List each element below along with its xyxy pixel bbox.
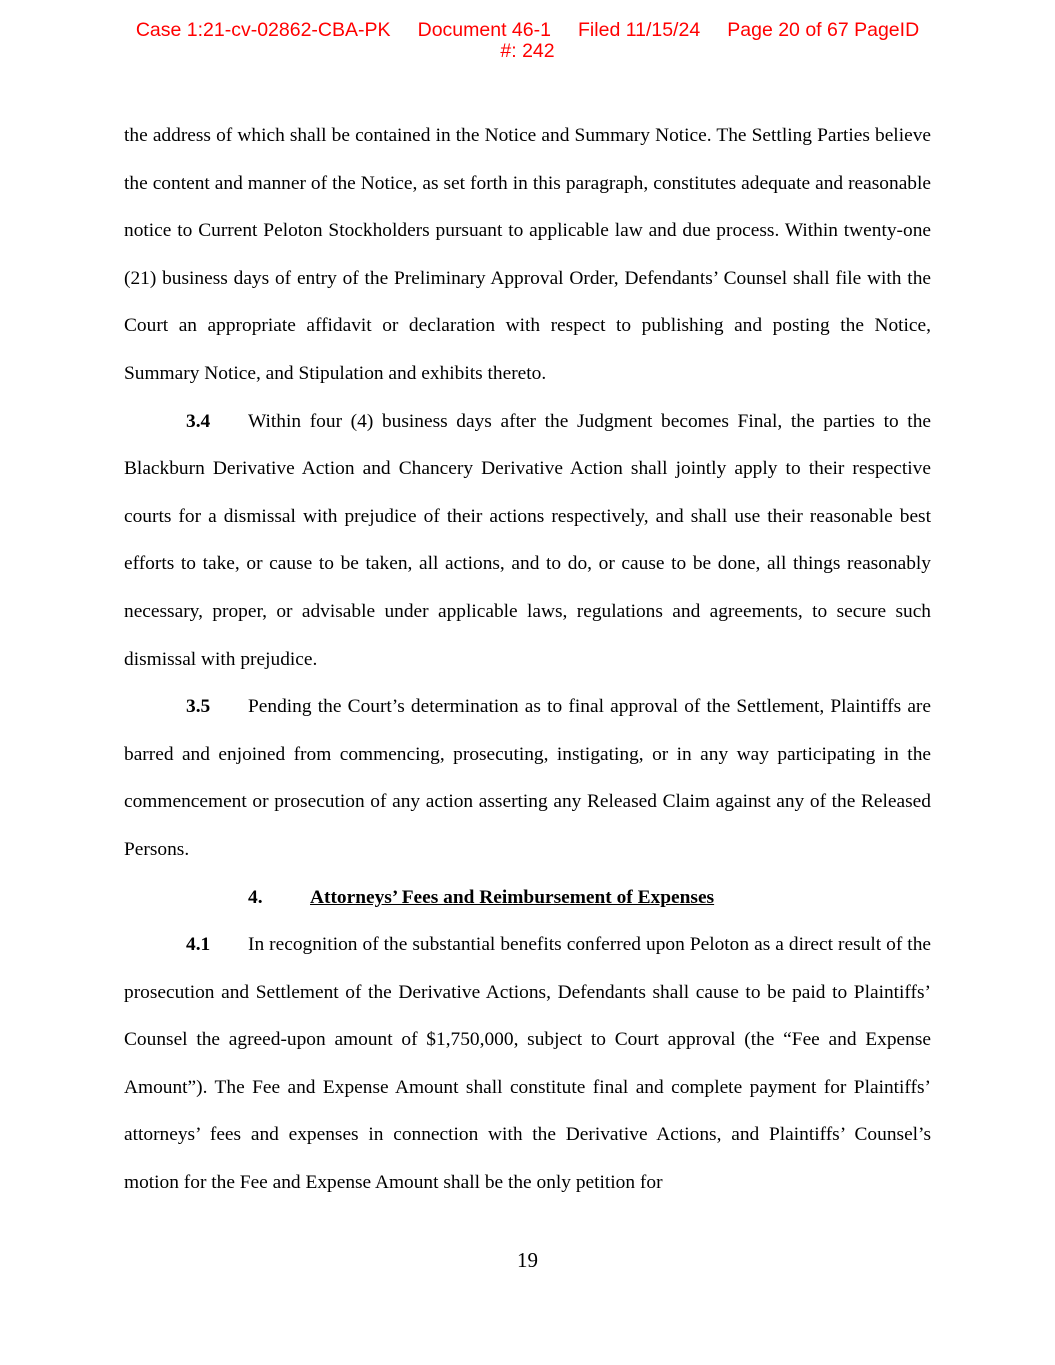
- paragraph-continuation-text: the address of which shall be contained in the Notice and Summary Notice. The Settling Parties believe the content and manner of the Notice, as set forth in this paragraph, constitutes adequate and reasonable notice to Current Peloton Stockholders pursuant to applicable law and due process. Within twenty-one (21) business days of entry of the Preliminary Approval Order, Defendants’ Counsel shall file with the Court an appropriate affidavit or declaration with respect to publishing and posting the Notice, Summary Notice, and Stipulation and exhibits thereto.: [124, 125, 931, 384]
- section-4-heading: [124, 874, 931, 922]
- section-4-heading-number: 4.: [248, 886, 263, 908]
- filing-stamp-line-2: #: 242: [500, 40, 555, 62]
- section-4-1-text: In recognition of the substantial benefits conferred upon Peloton as a direct result of the prosecution and Settlement of the Derivative Actions, Defendants shall cause to be paid to Plaintiffs’ Counsel the agreed-upon amount of $1,750,000, subject to Court approval (the “Fee and Expense Amount”). The Fee and Expense Amount shall constitute final and complete payment for Plaintiffs’ attorneys’ fees and expenses in connection with the Derivative Actions, and Plaintiffs’ Counsel’s motion for the Fee and Expense Amount shall be the only petition for: [124, 934, 931, 1194]
- filing-stamp-line-1: Case 1:21-cv-02862-CBA-PK Document 46-1 Filed 11/15/24 Page 20 of 67 PageID: [135, 19, 920, 41]
- section-3-4-number: 3.4: [186, 410, 211, 432]
- section-3-5: [124, 683, 931, 873]
- paragraph-continuation: [124, 112, 931, 398]
- section-3-5-text: Pending the Court’s determination as to final approval of the Settlement, Plaintiffs are barred and enjoined from commencing, prosecuting, instigating, or in any way participating in the commencement or prosecution of any action asserting any Released Claim against any of the Released Persons.: [124, 696, 931, 860]
- section-4-1: [124, 921, 931, 1207]
- section-3-5-number: 3.5: [186, 696, 211, 718]
- section-4-1-number: 4.1: [186, 934, 211, 956]
- section-4-heading-title: Attorneys’ Fees and Reimbursement of Expenses: [310, 886, 715, 908]
- section-3-4-text: Within four (4) business days after the Judgment becomes Final, the parties to the Blackburn Derivative Action and Chancery Derivative Action shall jointly apply to their respective courts for a dismissal with prejudice of their actions respectively, and shall use their reasonable best efforts to take, or cause to be taken, all actions, and to do, or cause to be done, all things reasonably necessary, proper, or advisable under applicable laws, regulations and agreements, to secure such dismissal with prejudice.: [124, 410, 931, 670]
- document-body: [124, 112, 931, 1207]
- section-3-4: [124, 398, 931, 684]
- page-number: 19: [517, 1248, 538, 1272]
- court-filing-stamp: [0, 20, 1055, 62]
